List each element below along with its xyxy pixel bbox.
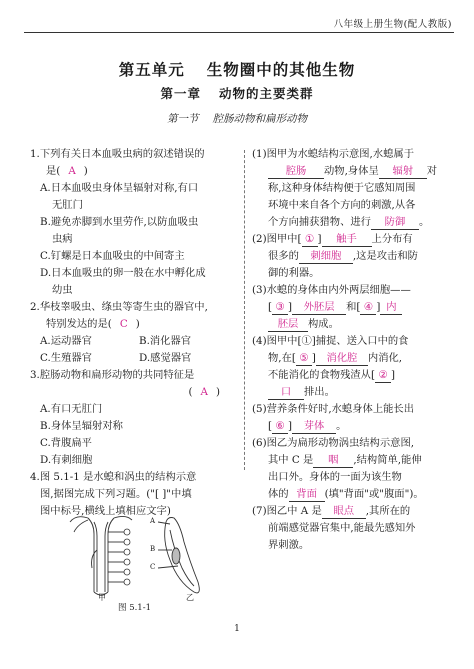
p2-bracket: ] xyxy=(317,233,322,245)
sub-question-5 xyxy=(252,401,452,435)
p4-line2-text: 物,在[ xyxy=(268,352,296,364)
sub-question-7 xyxy=(252,503,452,554)
q1-option-a: A.日本血吸虫身体呈辐射对称,有口 xyxy=(40,182,199,194)
p1-line5 xyxy=(252,214,452,231)
answer-blank-number: ⑥ xyxy=(272,419,288,434)
p1-line4: 环境中来自各个方向的刺激,从各 xyxy=(268,199,416,211)
section-title xyxy=(0,111,474,126)
label-c: C xyxy=(150,563,156,571)
chapter-title xyxy=(0,84,474,102)
p5-line2-end: 。 xyxy=(336,420,347,432)
p5-bracket-open: [ xyxy=(268,420,273,432)
answer-blank-eyespot: 眼点 xyxy=(322,504,366,519)
answer-blank-dorsal: 背面 xyxy=(289,487,325,502)
p3-bracket-close2: ] xyxy=(376,301,381,313)
p7-line1 xyxy=(252,503,452,520)
p4-line3-text: 不能消化的食物残渣从[ xyxy=(268,369,375,381)
p5-bracket-close: ] xyxy=(288,420,293,432)
q2-option-d: D.感觉器官 xyxy=(139,352,192,364)
figure-hydra-planarian xyxy=(66,510,216,600)
answer-blank-number: ⑤ xyxy=(296,351,312,366)
answer-blank-number: ① xyxy=(302,232,318,247)
p4-line1: (4)图甲中[①]捕捉、送入口中的食 xyxy=(252,335,409,347)
label-a: A xyxy=(150,517,156,525)
answer-blank-mouth: 口 xyxy=(268,385,304,400)
book-header: 八年级上册生物(配人教版) xyxy=(333,19,452,30)
q2-options-row1 xyxy=(30,333,238,350)
p1-line2-end: 对 xyxy=(426,165,438,177)
answer-blank-pharynx: 咽 xyxy=(313,453,353,468)
unit-title xyxy=(0,58,474,80)
unit-number: 第五单元 xyxy=(118,61,185,79)
column-divider xyxy=(244,150,245,470)
question-1 xyxy=(30,146,238,299)
q3-option-c: C.背腹扁平 xyxy=(40,437,92,449)
q4-line1: 4.图 5.1-1 是水螅和涡虫的结构示意 xyxy=(30,471,197,483)
question-3 xyxy=(30,367,238,469)
q1-option-d-cont: 幼虫 xyxy=(52,284,73,296)
q2-stem2-end: ) xyxy=(135,318,140,330)
section-number: 第一节 xyxy=(167,113,199,125)
answer-blank-defense: 防御 xyxy=(371,215,419,230)
p1-line5-text: 个方向捕获猎物、进行 xyxy=(268,216,371,228)
q2-option-b: B.消化器官 xyxy=(139,335,192,347)
hydra-label-circles xyxy=(124,529,130,585)
hydra-drawing xyxy=(70,516,132,595)
answer-blank-endoderm-start: 内 xyxy=(380,300,402,315)
p6-line2-text: 其中 C 是 xyxy=(268,454,314,466)
q1-option-b-cont: 虫病 xyxy=(52,233,73,245)
q1-option-c: C.钉螺是日本血吸虫的中间寄主 xyxy=(40,250,185,262)
sub-question-1 xyxy=(252,146,452,231)
p6-line4-end: (填"背面"或"腹面")。 xyxy=(324,488,424,500)
right-column xyxy=(252,146,452,554)
q3-paren-close: ) xyxy=(215,386,220,398)
answer-blank-radial: 辐射 xyxy=(379,164,427,179)
p3-and: 和[ xyxy=(346,301,361,313)
answer-blank-endoderm-end: 胚层 xyxy=(268,317,308,332)
sub-question-3 xyxy=(252,282,452,333)
figure-svg xyxy=(66,510,216,600)
p7-line1-end: ,其所在的 xyxy=(365,505,411,517)
p2-line2 xyxy=(252,248,452,265)
p1-line2 xyxy=(252,163,452,180)
q2-stem: 2.华枝睾吸虫、绦虫等寄生虫的器官中, xyxy=(30,301,208,313)
p1-line2-text: 动物,身体呈 xyxy=(324,165,379,177)
q1-option-a-cont: 无肛门 xyxy=(52,199,83,211)
answer-blank-number: ③ xyxy=(272,300,288,315)
answer-blank-number: ② xyxy=(375,368,391,383)
p3-line1: (3)水螅的身体由内外两层细胞—— xyxy=(252,284,411,296)
p7-line1-text: (7)图乙中 A 是 xyxy=(252,505,322,517)
q3-answer: A xyxy=(200,386,208,398)
p4-bracket: ] xyxy=(311,352,316,364)
p5-line1: (5)营养条件好时,水螅身体上能长出 xyxy=(252,403,415,415)
left-column xyxy=(30,146,238,520)
p1-line3: 称,这种身体结构便于它感知周围 xyxy=(268,182,416,194)
label-jia: 甲 xyxy=(98,593,106,602)
planarian-drawing xyxy=(158,518,199,593)
q2-option-a: A.运动器官 xyxy=(40,335,92,347)
section-name: 腔肠动物和扁形动物 xyxy=(212,113,307,125)
p6-line1: (6)图乙为扁形动物涡虫结构示意图, xyxy=(252,437,415,449)
p3-line2 xyxy=(252,299,452,316)
p6-line2-end: ,结构简单,能伸 xyxy=(353,454,422,466)
q3-option-d: D.有刺细胞 xyxy=(40,454,93,466)
answer-blank-tentacle: 触手 xyxy=(322,232,372,247)
p2-line2-end: ,这是攻击和防 xyxy=(352,250,418,262)
p2-line1-end: 上分布有 xyxy=(371,233,413,245)
q1-answer: A xyxy=(68,165,76,177)
q2-option-c: C.生殖器官 xyxy=(40,352,92,364)
figure-caption: 图 5.1-1 xyxy=(118,603,151,613)
p4-line3 xyxy=(252,367,452,384)
p6-line3: 出口外。身体的一面为该生物 xyxy=(268,471,402,483)
p4-line2 xyxy=(252,350,452,367)
p2-line2-text: 很多的 xyxy=(268,250,299,262)
q2-stem2: 特别发达的是( xyxy=(46,318,112,330)
q3-answer-line xyxy=(30,384,238,401)
p4-line4-end: 排出。 xyxy=(304,386,335,398)
q4-line2: 图,据图完成下列习题。("[ ]"中填 xyxy=(40,488,192,500)
q2-options-row2 xyxy=(30,350,238,367)
q4-line3: 图中标号,横线上填相应文字) xyxy=(40,505,171,517)
p5-line2 xyxy=(252,418,452,435)
chapter-name: 动物的主要类群 xyxy=(219,86,314,101)
p6-line4 xyxy=(252,486,452,503)
p7-line3: 界刺激。 xyxy=(268,539,310,551)
p2-line3: 御的利器。 xyxy=(268,267,320,279)
q3-option-b: B.身体呈辐射对称 xyxy=(40,420,123,432)
q1-stem: 1.下列有关日本血吸虫病的叙述错误的 xyxy=(30,148,205,160)
q3-option-a: A.有口无肛门 xyxy=(40,403,103,415)
q3-paren-open: ( xyxy=(188,386,193,398)
p3-line3 xyxy=(252,316,452,333)
p6-line4-text: 体的 xyxy=(268,488,289,500)
header-divider xyxy=(24,32,454,33)
q1-option-b: B.避免赤脚到水里劳作,以防血吸虫 xyxy=(40,216,199,228)
sub-question-6 xyxy=(252,435,452,503)
p3-bracket-open: [ xyxy=(268,301,273,313)
answer-blank-number: ④ xyxy=(360,300,376,315)
q1-option-d: D.日本血吸虫的卵一般在水中孵化成 xyxy=(40,267,206,279)
p3-line3-end: 构成。 xyxy=(308,318,339,330)
q1-stem2: 是( xyxy=(46,165,61,177)
answer-blank-stinging-cell: 刺细胞 xyxy=(299,249,353,264)
page-number: 1 xyxy=(234,624,240,634)
question-2 xyxy=(30,299,238,367)
p4-line2-end: 内消化, xyxy=(367,352,403,364)
answer-blank-digestive-cavity: 消化腔 xyxy=(316,351,368,366)
q2-stem-line2 xyxy=(30,316,238,333)
p3-bracket-close: ] xyxy=(288,301,293,313)
q2-answer: C xyxy=(119,318,128,330)
answer-blank-ectoderm: 外胚层 xyxy=(292,300,346,315)
sub-question-4 xyxy=(252,333,452,401)
p1-line1: (1)图甲为水螅结构示意图,水螅属于 xyxy=(252,148,415,160)
p2-line1-text: (2)图甲中[ xyxy=(252,233,302,245)
answer-blank-cavity: 腔肠 xyxy=(268,164,324,179)
p4-line4 xyxy=(252,384,452,401)
p7-line2: 前端感觉器官集中,能最先感知外 xyxy=(268,522,416,534)
q1-stem2-end: ) xyxy=(83,165,88,177)
q1-stem-line2 xyxy=(30,163,238,180)
chapter-number: 第一章 xyxy=(160,86,201,101)
label-yi: 乙 xyxy=(186,593,194,602)
p6-line2 xyxy=(252,452,452,469)
p2-line1 xyxy=(252,231,452,248)
p1-line5-end: 。 xyxy=(418,216,430,228)
p4-bracket2: ] xyxy=(391,369,396,381)
unit-name: 生物圈中的其他生物 xyxy=(206,61,356,79)
answer-blank-bud: 芽体 xyxy=(292,419,336,434)
q3-stem: 3.腔肠动物和扁形动物的共同特征是 xyxy=(30,369,195,381)
sub-question-2 xyxy=(252,231,452,282)
label-b: B xyxy=(150,545,156,553)
